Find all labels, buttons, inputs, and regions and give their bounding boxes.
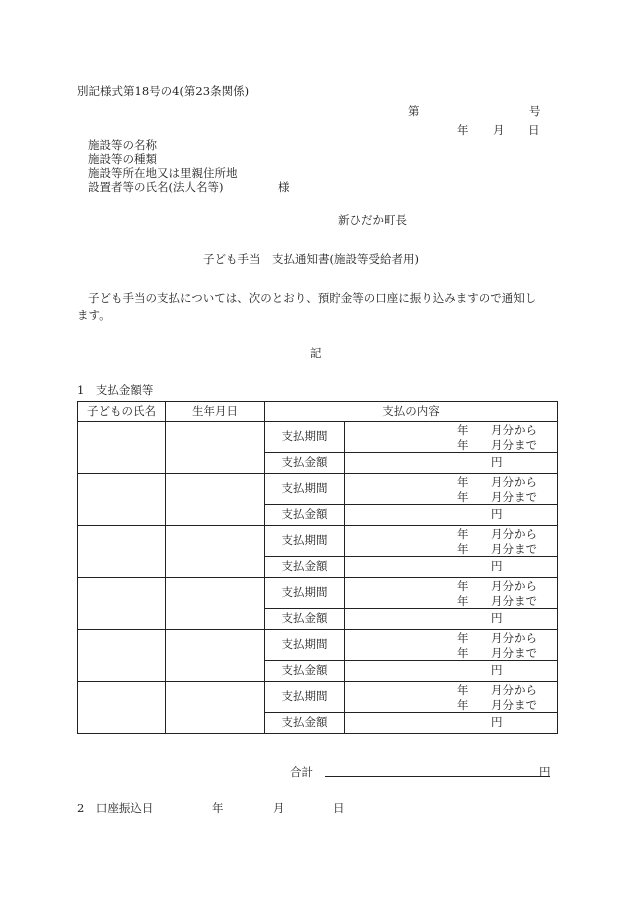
- body-text-line-1: 子ども手当の支払については、次のとおり、預貯金等の口座に振り込みますので通知し: [88, 291, 537, 305]
- child-name-cell: [78, 682, 166, 734]
- birth-date-cell: [166, 474, 265, 526]
- period-to-year: 年: [457, 542, 469, 556]
- amount-label: 支払金額: [265, 505, 345, 526]
- amount-cell: [345, 661, 558, 682]
- period-from-year: 年: [457, 475, 469, 489]
- period-label: 支払期間: [265, 526, 345, 557]
- amount-cell: [345, 557, 558, 578]
- period-cell: [345, 526, 558, 557]
- transfer-month: 月: [273, 801, 285, 815]
- period-to-year: 年: [457, 594, 469, 608]
- col-birth-date: 生年月日: [166, 402, 265, 422]
- birth-date-cell: [166, 526, 265, 578]
- amount-yen: 円: [491, 663, 503, 677]
- amount-yen: 円: [491, 507, 503, 521]
- period-from-year: 年: [457, 579, 469, 593]
- amount-cell: [345, 609, 558, 630]
- period-to-month: 月分まで: [491, 594, 537, 608]
- period-to-year: 年: [457, 646, 469, 660]
- period-to-year: 年: [457, 438, 469, 452]
- ki-marker: 記: [310, 346, 322, 360]
- birth-date-cell: [166, 630, 265, 682]
- facility-type-label: 施設等の種類: [88, 152, 157, 166]
- table-row: [78, 526, 558, 557]
- period-from-month: 月分から: [491, 527, 537, 541]
- document-title: 子ども手当 支払通知書(施設等受給者用): [203, 252, 419, 266]
- period-to-month: 月分まで: [491, 542, 537, 556]
- date-month: 月: [493, 123, 505, 137]
- child-name-cell: [78, 422, 166, 474]
- number-suffix: 号: [529, 104, 541, 118]
- period-to-year: 年: [457, 698, 469, 712]
- period-to-year: 年: [457, 490, 469, 504]
- transfer-year: 年: [212, 801, 224, 815]
- number-prefix: 第: [408, 104, 420, 118]
- period-from-year: 年: [457, 423, 469, 437]
- col-payment-content: 支払の内容: [265, 402, 558, 422]
- period-from-month: 月分から: [491, 579, 537, 593]
- amount-label: 支払金額: [265, 661, 345, 682]
- birth-date-cell: [166, 578, 265, 630]
- section2-heading: 2 口座振込日: [77, 801, 154, 815]
- period-cell: [345, 578, 558, 609]
- amount-yen: 円: [491, 715, 503, 729]
- amount-label: 支払金額: [265, 453, 345, 474]
- table-row: [78, 682, 558, 713]
- table-row: [78, 422, 558, 453]
- period-from-year: 年: [457, 683, 469, 697]
- period-from-year: 年: [457, 527, 469, 541]
- honorific: 様: [278, 180, 290, 194]
- payment-table: [77, 401, 558, 734]
- amount-cell: [345, 713, 558, 734]
- amount-yen: 円: [491, 559, 503, 573]
- amount-cell: [345, 505, 558, 526]
- period-label: 支払期間: [265, 578, 345, 609]
- table-row: [78, 474, 558, 505]
- period-to-month: 月分まで: [491, 438, 537, 452]
- amount-yen: 円: [491, 455, 503, 469]
- amount-label: 支払金額: [265, 557, 345, 578]
- operator-name-label: 設置者等の氏名(法人名等): [88, 180, 224, 194]
- period-label: 支払期間: [265, 422, 345, 453]
- facility-name-label: 施設等の名称: [88, 138, 157, 152]
- period-label: 支払期間: [265, 682, 345, 713]
- period-label: 支払期間: [265, 474, 345, 505]
- table-row: [78, 630, 558, 661]
- birth-date-cell: [166, 422, 265, 474]
- child-name-cell: [78, 630, 166, 682]
- period-to-month: 月分まで: [491, 698, 537, 712]
- col-child-name: 子どもの氏名: [78, 402, 166, 422]
- transfer-day: 日: [333, 801, 345, 815]
- period-cell: [345, 474, 558, 505]
- total-label: 合計: [290, 765, 313, 779]
- table-row: [78, 578, 558, 609]
- body-text-line-2: ます。: [77, 308, 111, 322]
- child-name-cell: [78, 526, 166, 578]
- amount-yen: 円: [491, 611, 503, 625]
- period-from-month: 月分から: [491, 423, 537, 437]
- period-cell: [345, 422, 558, 453]
- period-from-month: 月分から: [491, 475, 537, 489]
- period-from-month: 月分から: [491, 683, 537, 697]
- period-cell: [345, 630, 558, 661]
- date-day: 日: [528, 123, 540, 137]
- amount-label: 支払金額: [265, 609, 345, 630]
- table-header-row: [78, 402, 558, 422]
- amount-label: 支払金額: [265, 713, 345, 734]
- period-label: 支払期間: [265, 630, 345, 661]
- period-from-month: 月分から: [491, 631, 537, 645]
- facility-address-label: 施設等所在地又は里親住所地: [88, 166, 238, 180]
- period-to-month: 月分まで: [491, 490, 537, 504]
- date-year: 年: [457, 123, 469, 137]
- child-name-cell: [78, 578, 166, 630]
- amount-cell: [345, 453, 558, 474]
- total-yen: 円: [539, 765, 551, 779]
- form-reference: 別記様式第18号の4(第23条関係): [77, 84, 250, 98]
- period-from-year: 年: [457, 631, 469, 645]
- child-name-cell: [78, 474, 166, 526]
- period-cell: [345, 682, 558, 713]
- birth-date-cell: [166, 682, 265, 734]
- period-to-month: 月分まで: [491, 646, 537, 660]
- issuer: 新ひだか町長: [338, 213, 407, 227]
- section1-heading: 1 支払金額等: [77, 383, 154, 397]
- total-amount-line: [325, 776, 550, 777]
